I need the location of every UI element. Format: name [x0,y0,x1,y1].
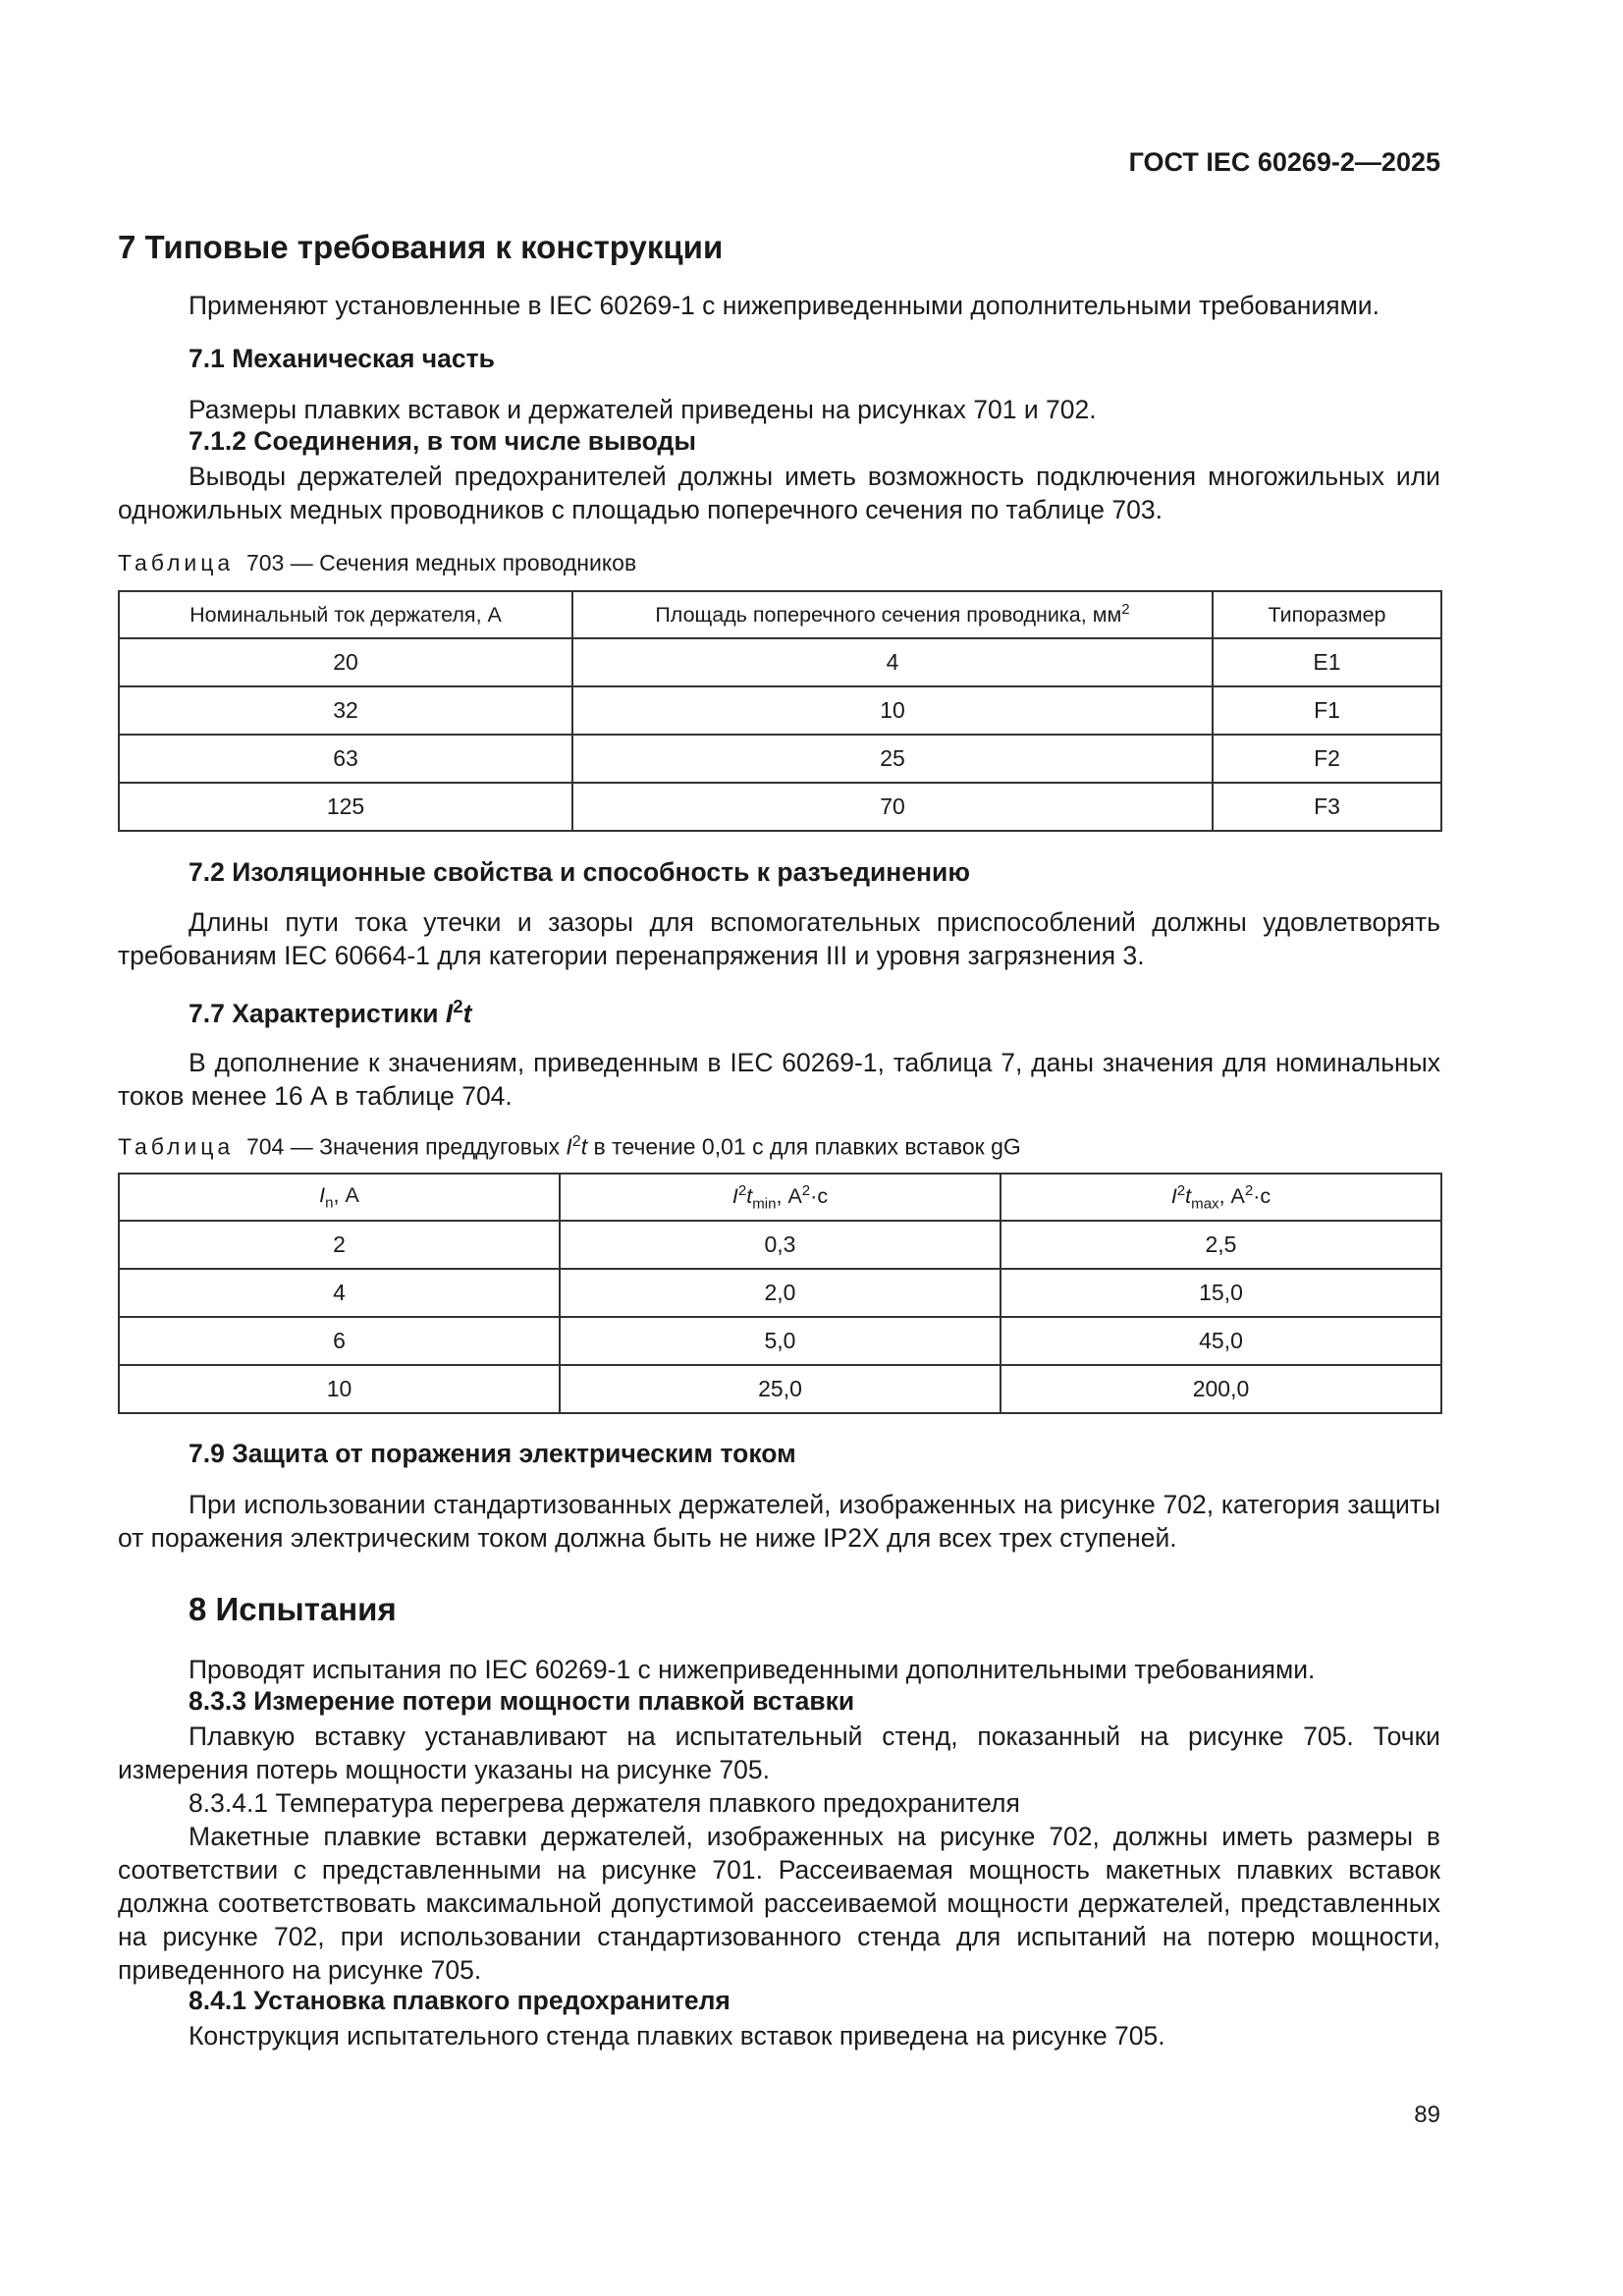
table-cell: 63 [119,735,572,783]
table-704-caption: Таблица 704 — Значения преддуговых $I^2t$ в течение 0,01 с для плавких вставок gG [118,1132,1021,1160]
table-cell: 45,0 [1001,1317,1441,1365]
section-8-intro: Проводят испытания по IEC 60269-1 с нижеприведенными дополнительными требованиями. [189,1655,1316,1684]
section-7-9-text: При использовании стандартизованных держателей, изображенных на рисунке 702, категория защиты от поражения электрическим током должна быть не ниже IP2X для всех трех ступеней. [118,1490,1440,1553]
section-7-intro: Применяют установленные в IEC 60269-1 с нижеприведенными дополнительными требованиями. [189,291,1380,320]
table-header-row [119,591,1441,638]
table-cell: 70 [572,783,1213,831]
table-cell: 25,0 [560,1365,1001,1413]
table-row [119,1269,1441,1317]
table-cell: 6 [119,1317,560,1365]
table-row [119,783,1441,831]
table-703 [118,590,1442,832]
table-cell: 2 [119,1221,560,1269]
table-cell: 125 [119,783,572,831]
table-cell: E1 [1213,638,1441,686]
section-7-1-title: 7.1 Механическая часть [189,344,495,373]
table-cell: F3 [1213,783,1441,831]
table-cell: 10 [572,686,1213,735]
table-cell: 2,5 [1001,1221,1441,1269]
section-8-3-4-1-text: Макетные плавкие вставки держателей, изображенных на рисунке 702, должны иметь размеры в соответствии с представленными на рисунке 701. Рассеиваемая мощность макетных плавких вставок должна соответствовать максимальной допустимой рассеиваемой мощности держателей, представленных на рисунке 702, при использовании стандартизованного стенда для испытаний на потерю мощности, приведенного на рисунке 705. [118,1822,1440,1985]
table-header-row [119,1174,1441,1221]
table-row [119,1317,1441,1365]
table-cell: 10 [119,1365,560,1413]
table-cell: 2,0 [560,1269,1001,1317]
section-8-3-3-title: 8.3.3 Измерение потери мощности плавкой вставки [189,1686,855,1716]
table-row [119,735,1441,783]
table-cell: 5,0 [560,1317,1001,1365]
section-7-1-text: Размеры плавких вставок и держателей приведены на рисунках 701 и 702. [189,395,1097,424]
section-8-4-1-text: Конструкция испытательного стенда плавких вставок приведена на рисунке 705. [189,2021,1165,2050]
table-row [119,1221,1441,1269]
table-cell: 0,3 [560,1221,1001,1269]
table-cell: 4 [119,1269,560,1317]
table-704 [118,1173,1442,1414]
table-cell: F2 [1213,735,1441,783]
section-7-2-title: 7.2 Изоляционные свойства и способность к разъединению [189,857,970,887]
section-8-4-1-title: 8.4.1 Установка плавкого предохранителя [189,1986,730,2015]
column-header: $I_n$, А [119,1174,560,1221]
column-header: Номинальный ток держателя, А [119,591,572,638]
table-cell: F1 [1213,686,1441,735]
table-cell: 4 [572,638,1213,686]
section-7-7-text: В дополнение к значениям, приведенным в IEC 60269-1, таблица 7, даны значения для номинальных токов менее 16 А в таблице 704. [118,1048,1440,1111]
column-header: Площадь поперечного сечения проводника, $мм^2$ [572,591,1213,638]
section-7-1-2-title: 7.1.2 Соединения, в том числе выводы [189,426,696,456]
section-7-2-text: Длины пути тока утечки и зазоры для вспомогательных приспособлений должны удовлетворять требованиям IEC 60664-1 для категории перенапряжения III и уровня загрязнения 3. [118,907,1440,970]
table-cell: 32 [119,686,572,735]
table-row [119,638,1441,686]
column-header: $I^2t_{min}$, $А^2\cdot с$ [560,1174,1001,1221]
table-cell: 200,0 [1001,1365,1441,1413]
section-8-3-4-1-title: 8.3.4.1 Температура перегрева держателя плавкого предохранителя [189,1788,1020,1818]
section-7-1-2-text: Выводы держателей предохранителей должны иметь возможность подключения многожильных или одножильных медных проводников с площадью поперечного сечения по таблице 703. [118,462,1440,524]
column-header: $I^2t_{max}$, $А^2\cdot с$ [1001,1174,1441,1221]
table-cell: 20 [119,638,572,686]
section-8-3-3-text: Плавкую вставку устанавливают на испытательный стенд, показанный на рисунке 705. Точки измерения потерь мощности указаны на рисунке 705. [118,1722,1440,1784]
table-cell: 15,0 [1001,1269,1441,1317]
section-8-title: 8 Испытания [189,1591,397,1627]
section-7-title: 7 Типовые требования к конструкции [118,229,724,265]
table-row [119,1365,1441,1413]
column-header: Типоразмер [1213,591,1441,638]
table-cell: 25 [572,735,1213,783]
section-7-7-title: 7.7 Характеристики $I^2t$ [189,996,472,1028]
section-7-9-title: 7.9 Защита от поражения электрическим током [189,1439,796,1468]
standard-code: ГОСТ IEC 60269-2—2025 [1128,147,1440,177]
table-row [119,686,1441,735]
table-703-caption: Таблица 703 — Сечения медных проводников [118,550,637,575]
page-number: 89 [1414,2102,1440,2128]
